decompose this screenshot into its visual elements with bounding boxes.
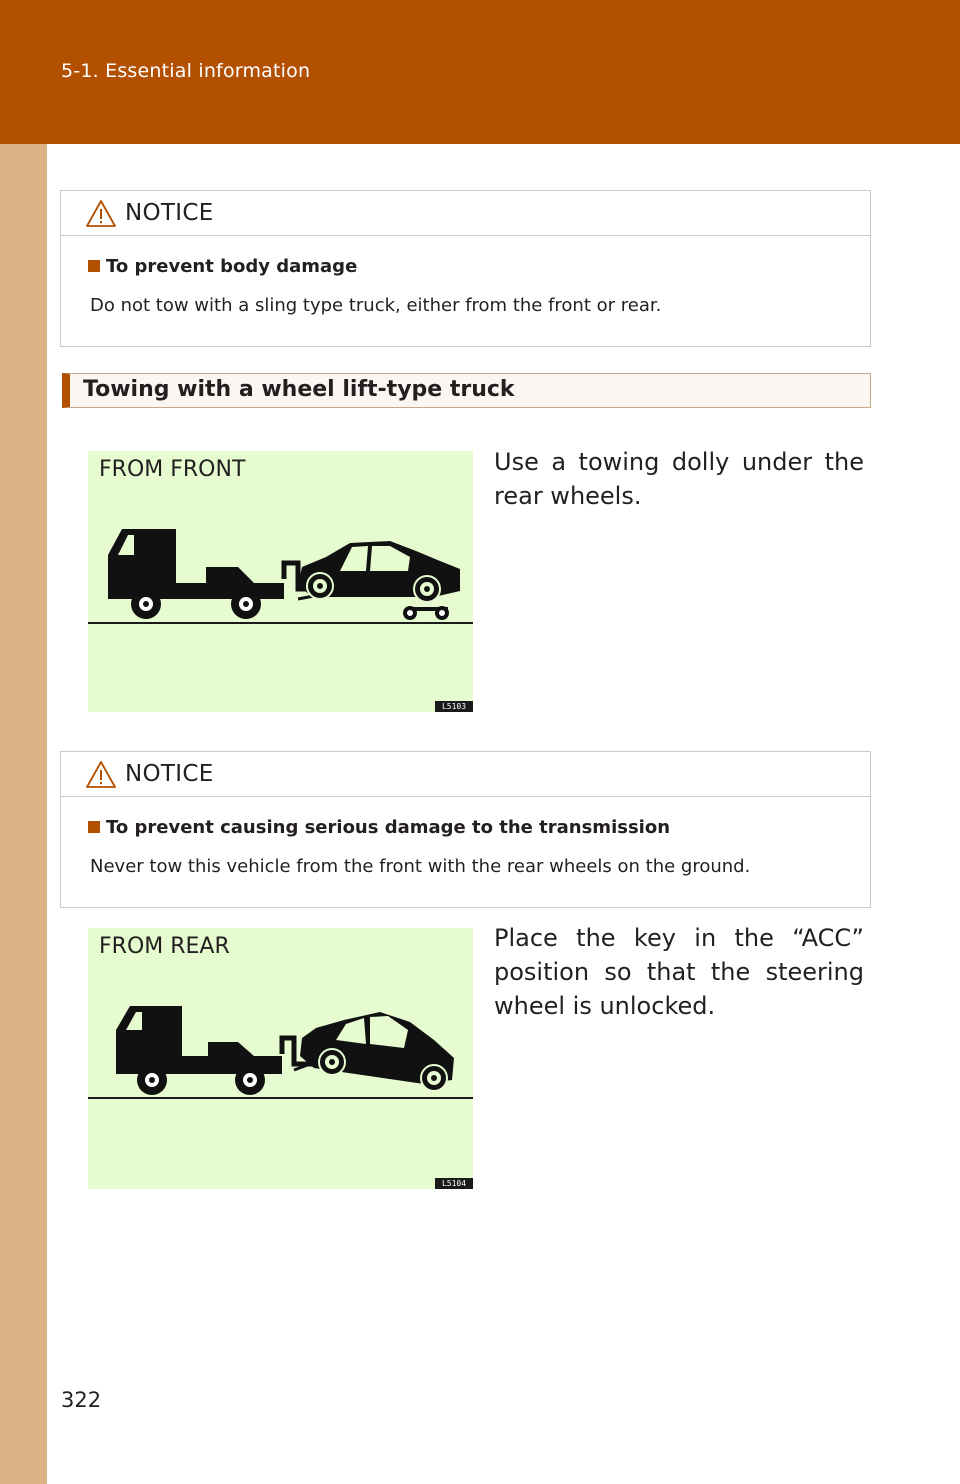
notice-box-transmission: [60, 751, 871, 908]
bullet-square-icon: [88, 260, 100, 272]
section-label: 5-1. Essential information: [61, 60, 311, 82]
notice-subtitle-text: To prevent causing serious damage to the transmission: [106, 817, 671, 838]
section-heading-text: Towing with a wheel lift-type truck: [83, 377, 515, 402]
bullet-square-icon: [88, 821, 100, 833]
notice-subtitle: [88, 817, 870, 838]
warning-icon: [85, 199, 117, 228]
notice-text: Never tow this vehicle from the front with the rear wheels on the ground.: [90, 856, 751, 877]
figure-from-rear: [88, 928, 473, 1189]
figure-label: FROM REAR: [99, 934, 230, 959]
side-strip: [0, 144, 47, 1484]
notice-body: [61, 236, 870, 316]
figure-label: FROM FRONT: [99, 457, 246, 482]
body-text-dolly: Use a towing dolly under the rear wheels.: [494, 448, 864, 510]
page-number: 322: [61, 1388, 102, 1412]
figure-code: L5104: [435, 1178, 473, 1189]
notice-subtitle-text: To prevent body damage: [106, 256, 358, 277]
notice-body: [61, 797, 870, 877]
body-text-acc-key: Place the key in the “ACC” position so that the steering wheel is unlocked.: [494, 924, 864, 1020]
section-heading: [62, 373, 871, 408]
notice-text: Do not tow with a sling type truck, either from the front or rear.: [90, 295, 662, 316]
notice-title: NOTICE: [125, 761, 214, 787]
notice-subtitle: [88, 256, 870, 277]
figure-from-front: [88, 451, 473, 712]
notice-box-body-damage: [60, 190, 871, 347]
notice-title: NOTICE: [125, 200, 214, 226]
figure-code: L5103: [435, 701, 473, 712]
warning-icon: [85, 760, 117, 789]
notice-header: [61, 191, 870, 236]
tow-truck-front-illustration: [88, 451, 473, 712]
tow-truck-rear-illustration: [88, 928, 473, 1189]
notice-header: [61, 752, 870, 797]
